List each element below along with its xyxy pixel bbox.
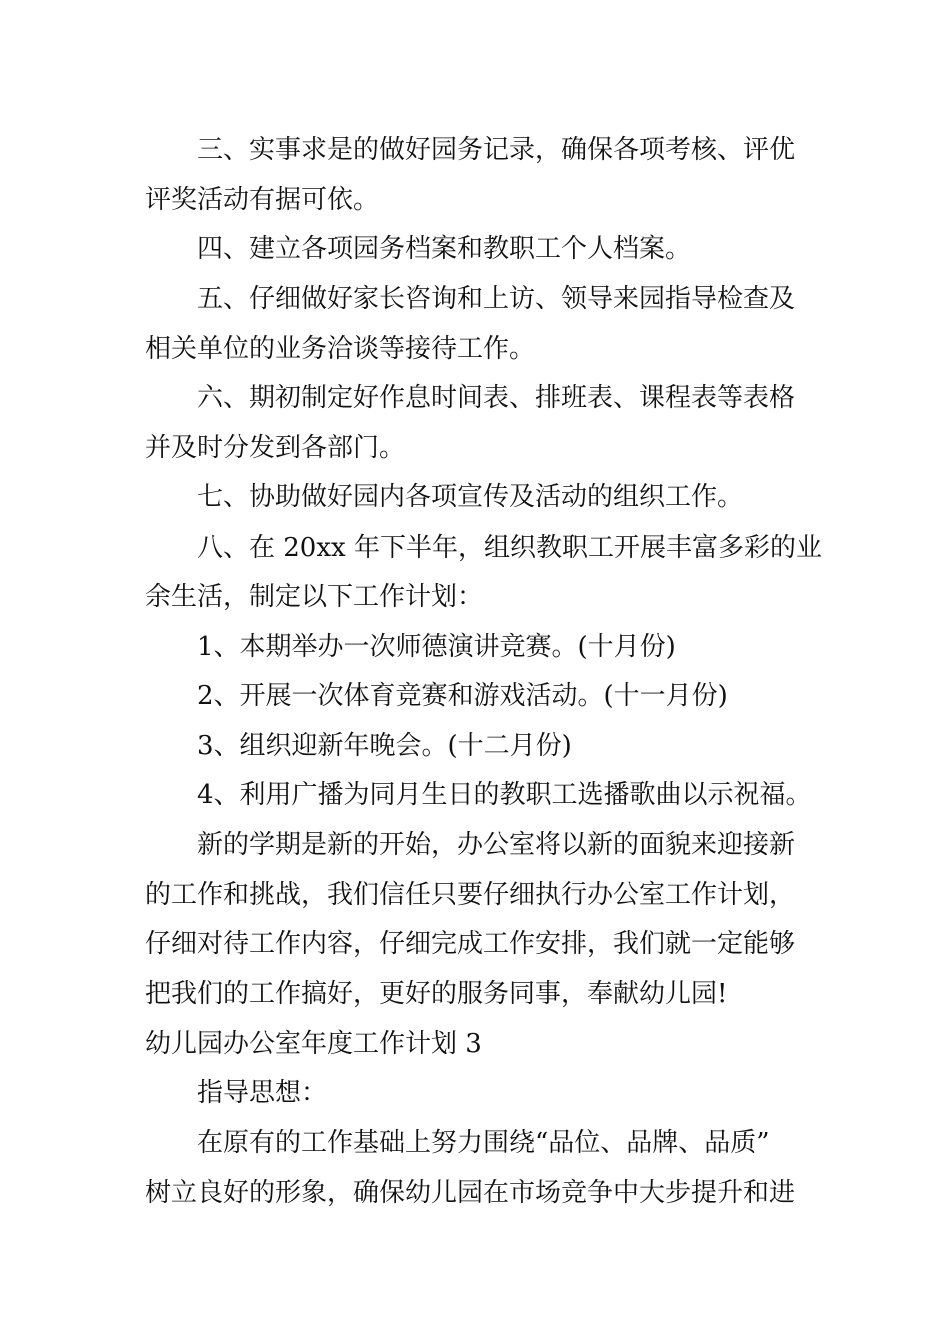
list-item: 1、本期举办一次师德演讲竞赛。(十月份): [197, 632, 676, 662]
paragraph-line: 的工作和挑战，我们信任只要仔细执行办公室工作计划，: [145, 880, 796, 910]
paragraph-line: 并及时分发到各部门。: [145, 433, 406, 463]
paragraph-line: 仔细对待工作内容，仔细完成工作安排，我们就一定能够: [145, 929, 796, 959]
paragraph-line: 七、协助做好园内各项宣传及活动的组织工作。: [197, 482, 744, 512]
paragraph-line: 把我们的工作搞好，更好的服务同事，奉献幼儿园!: [145, 979, 728, 1009]
paragraph-line: 评奖活动有据可依。: [145, 185, 380, 215]
paragraph-line: 新的学期是新的开始，办公室将以新的面貌来迎接新: [197, 830, 796, 860]
section-title: 幼儿园办公室年度工作计划 3: [145, 1029, 482, 1059]
list-item: 2、开展一次体育竞赛和游戏活动。(十一月份): [197, 681, 728, 711]
paragraph-line: 相关单位的业务洽谈等接待工作。: [145, 334, 536, 364]
paragraph-line: 指导思想：: [197, 1078, 328, 1108]
paragraph-line: 余生活，制定以下工作计划：: [145, 582, 484, 612]
paragraph-line: 三、实事求是的做好园务记录，确保各项考核、评优: [197, 135, 796, 165]
paragraph-line: 四、建立各项园务档案和教职工个人档案。: [197, 234, 692, 264]
paragraph-line: 五、仔细做好家长咨询和上访、领导来园指导检查及: [197, 284, 796, 314]
paragraph-line: 八、在 20xx 年下半年，组织教职工开展丰富多彩的业: [197, 533, 822, 563]
paragraph-line: 在原有的工作基础上努力围绕“品位、品牌、品质”: [197, 1128, 770, 1158]
paragraph-line: 树立良好的形象，确保幼儿园在市场竞争中大步提升和进: [145, 1178, 796, 1208]
list-item: 3、组织迎新年晚会。(十二月份): [197, 731, 572, 761]
paragraph-line: 六、期初制定好作息时间表、排班表、课程表等表格: [197, 383, 796, 413]
list-item: 4、利用广播为同月生日的教职工选播歌曲以示祝福。: [197, 780, 812, 810]
